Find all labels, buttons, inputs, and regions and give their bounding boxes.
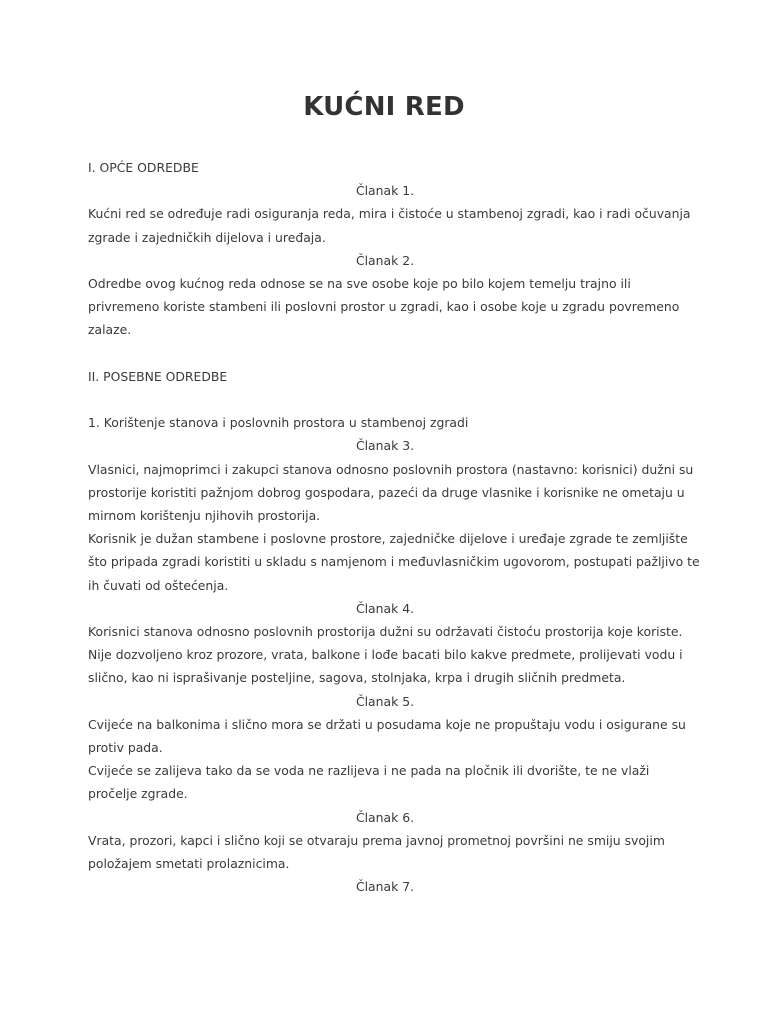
text-line: Korisnici stanova odnosno poslovnih prostorija dužni su održavati čistoću prostorija koje koriste. [88, 624, 683, 640]
article-heading: Članak 2. [355, 252, 415, 268]
text-line: Vrata, prozori, kapci i slično koji se otvaraju prema javnoj prometnoj površini ne smiju svojim [88, 832, 665, 848]
paragraph-spacer [88, 388, 682, 411]
article-heading: Članak 4. [355, 600, 415, 616]
article-heading: Članak 1. [355, 183, 415, 199]
text-line: zgrade i zajedničkih dijelova i uređaja. [88, 229, 326, 245]
text-line: Odredbe ovog kućnog reda odnose se na sve osobe koje po bilo kojem temelju trajno ili [88, 276, 631, 292]
paragraph-spacer [88, 342, 682, 365]
article-heading: Članak 5. [355, 693, 415, 709]
document-title: KUĆNI RED [303, 92, 465, 122]
text-line: Vlasnici, najmoprimci i zakupci stanova odnosno poslovnih prostora (nastavno: korisnici) dužni su [88, 461, 694, 477]
section-heading: I. OPĆE ODREDBE [88, 160, 199, 175]
text-line: zalaze. [88, 322, 132, 338]
article-heading: Članak 7. [355, 879, 415, 895]
text-line: privremeno koriste stambeni ili poslovni prostor u zgradi, kao i osobe koje u zgradu povremeno [88, 299, 680, 315]
text-line: Cvijeće se zalijeva tako da se voda ne razlijeva i ne pada na pločnik ili dvorište, te ne vlaži [88, 763, 650, 779]
section-heading: II. POSEBNE ODREDBE [88, 368, 228, 384]
text-line: mirnom korištenju njihovih prostorija. [88, 508, 321, 524]
subsection-heading: 1. Korištenje stanova i poslovnih prostora u stambenoj zgradi [88, 415, 469, 431]
text-line: protiv pada. [88, 740, 163, 756]
article-heading: Članak 3. [355, 438, 415, 454]
text-line: slično, kao ni isprašivanje posteljine, sagova, stolnjaka, krpa i drugih sličnih predmeta. [88, 670, 626, 686]
text-line: Korisnik je dužan stambene i poslovne prostore, zajedničke dijelove i uređaje zgrade te zemljište [88, 531, 688, 547]
text-line: Nije dozvoljeno kroz prozore, vrata, balkone i lođe bacati bilo kakve predmete, prolijevati vodu i [88, 647, 683, 663]
text-line: Cvijeće na balkonima i slično mora se držati u posudama koje ne propuštaju vodu i osigurane su [88, 716, 686, 732]
text-line: prostorije koristiti pažnjom dobrog gospodara, pazeći da druge vlasnike i korisnike ne ometaju u [88, 484, 685, 500]
article-heading: Članak 6. [355, 809, 415, 825]
text-line: položajem smetati prolaznicima. [88, 856, 290, 872]
text-line: Kućni red se određuje radi osiguranja reda, mira i čistoće u stambenoj zgradi, kao i radi očuvanja [88, 206, 691, 222]
text-line: ih čuvati od oštećenja. [88, 577, 229, 593]
text-line: pročelje zgrade. [88, 786, 188, 802]
text-line: što pripada zgradi koristiti u skladu s namjenom i međuvlasničkim ugovorom, postupati pažljivo te [88, 554, 700, 570]
document-body [88, 156, 700, 898]
